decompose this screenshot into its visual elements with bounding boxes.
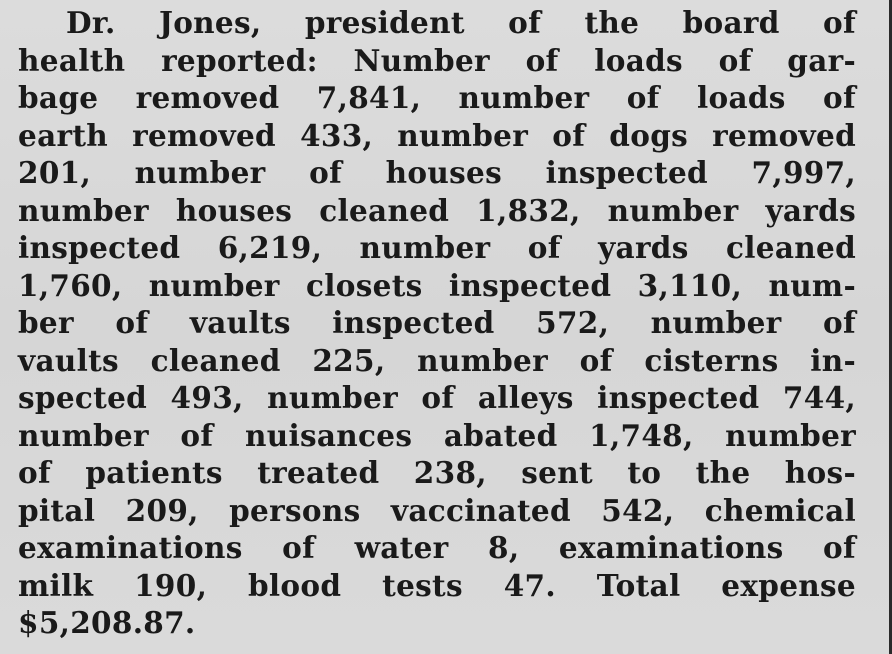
article-line: $5,208.87. bbox=[18, 605, 196, 640]
article-paragraph bbox=[18, 4, 856, 642]
article-line: 201, number of houses inspected 7,997, bbox=[18, 155, 856, 190]
article-line: earth removed 433, number of dogs removed bbox=[18, 117, 856, 153]
article-line: Dr. Jones, president of the board of bbox=[66, 5, 856, 40]
article-line: number of nuisances abated 1,748, number bbox=[18, 417, 856, 453]
article-line: of patients treated 238, sent to the hos- bbox=[18, 455, 856, 490]
article-line: milk 190, blood tests 47. Total expense bbox=[18, 567, 856, 603]
article-line: health reported: Number of loads of gar- bbox=[18, 42, 856, 78]
article-line: examinations of water 8, examinations of bbox=[18, 530, 856, 565]
article-line: inspected 6,219, number of yards cleaned bbox=[18, 230, 856, 265]
article-line: spected 493, number of alleys inspected 744, bbox=[18, 380, 856, 415]
article-line: 1,760, number closets inspected 3,110, num- bbox=[18, 267, 856, 303]
article-line: number houses cleaned 1,832, number yards bbox=[18, 192, 856, 228]
article-line: vaults cleaned 225, number of cisterns in- bbox=[18, 342, 856, 378]
article-line: pital 209, persons vaccinated 542, chemical bbox=[18, 492, 856, 528]
article-line: ber of vaults inspected 572, number of bbox=[18, 305, 856, 340]
article-line: bage removed 7,841, number of loads of bbox=[18, 80, 856, 115]
